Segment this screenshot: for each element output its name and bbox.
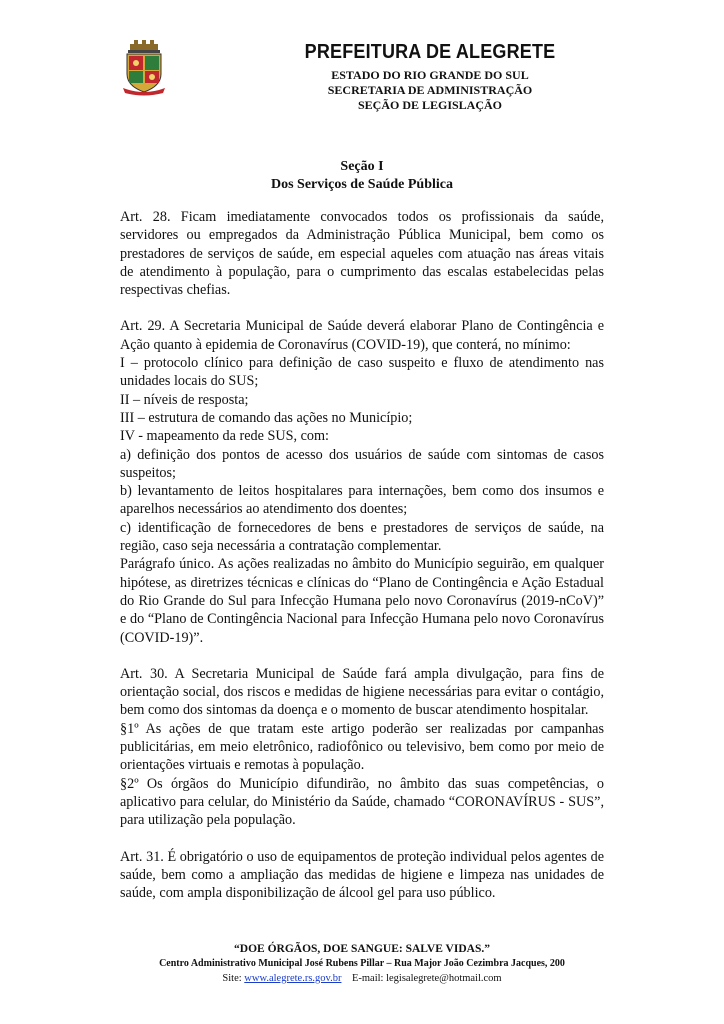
list-item-a: a) definição dos pontos de acesso dos usuários de saúde com sintomas de casos suspeitos; xyxy=(120,446,604,481)
list-item-b: b) levantamento de leitos hospitalares para internações, bem como dos insumos e aparelhos necessários ao atendimento dos doentes; xyxy=(120,483,604,518)
state-line: ESTADO DO RIO GRANDE DO SUL xyxy=(331,68,529,82)
email-label: E-mail: xyxy=(351,973,384,984)
org-title: PREFEITURA DE ALEGRETE xyxy=(304,41,556,63)
footer-address: Centro Administrativo Municipal José Rubens Pillar – Rua Major João Cezimbra Jacques, 200 xyxy=(159,958,565,969)
article-30-paragraph-2: §2º Os órgãos do Município difundirão, no âmbito das suas competências, o aplicativo para celular, do Ministério da Saúde, chamado “CORONAVÍRUS - SUS”, para utilização pela população. xyxy=(120,775,604,829)
site-label: Site: xyxy=(222,973,242,984)
page-footer xyxy=(100,942,624,986)
list-item-iii: III – estrutura de comando das ações no Município; xyxy=(120,409,413,426)
sole-paragraph: Parágrafo único. As ações realizadas no âmbito do Município seguirão, em qualquer hipótese, as diretrizes técnicas e clínicas do “Plano de Contingência e Ação Estadual do Rio Grande do Sul para Infecção Humana pelo novo Coronavírus (2019-nCoV)” e do “Plano de Contingência Nacional para Infecção Humana pelo novo Coronavírus (COVID-19)”. xyxy=(120,556,604,646)
site-link[interactable]: www.alegrete.rs.gov.br xyxy=(244,973,342,984)
article-29: Art. 29. A Secretaria Municipal de Saúde deverá elaborar Plano de Contingência e Ação quanto à epidemia de Coronavírus (COVID-19), que conterá, no mínimo: xyxy=(120,318,604,353)
secretariat-line: SECRETARIA DE ADMINISTRAÇÃO xyxy=(327,83,533,97)
article-30: Art. 30. A Secretaria Municipal de Saúde fará ampla divulgação, para fins de orientação social, dos riscos e medidas de higiene necessárias para evitar o contágio, bem como dos sintomas da doença e o momento de buscar atendimento hospitalar. xyxy=(120,665,604,719)
department-line: SEÇÃO DE LEGISLAÇÃO xyxy=(357,98,503,112)
list-item-c: c) identificação de fornecedores de bens e prestadores de serviços de saúde, na região, caso seja necessária a contratação complementar. xyxy=(120,519,604,555)
email-address: legisalegrete@hotmail.com xyxy=(386,973,502,984)
document-body xyxy=(120,208,604,902)
section-heading xyxy=(120,158,604,194)
coat-of-arms-icon xyxy=(121,38,167,96)
article-28: Art. 28. Ficam imediatamente convocados todos os profissionais da saúde, servidores ou empregados da Administração Pública Municipal, bem como os prestadores de serviços de saúde, em especial aqueles com atuação nas áreas vitais de atendimento à população, para o cumprimento das escalas estabelecidas pelas respectivas chefias. xyxy=(120,209,604,299)
footer-contact xyxy=(100,971,624,986)
footer-slogan: “DOE ÓRGÃOS, DOE SANGUE: SALVE VIDAS.” xyxy=(234,943,490,955)
section-number: Seção I xyxy=(340,159,384,174)
list-item-i: I – protocolo clínico para definição de caso suspeito e fluxo de atendimento nas unidades locais do SUS; xyxy=(120,355,604,390)
letterhead xyxy=(200,40,660,113)
article-30-paragraph-1: §1º As ações de que tratam este artigo poderão ser realizadas por campanhas publicitárias, em meio eletrônico, radiofônico ou televisivo, bem como por meio de orientações virtuais e remotas à população. xyxy=(120,720,604,774)
section-title: Dos Serviços de Saúde Pública xyxy=(270,177,453,192)
list-item-iv: IV - mapeamento da rede SUS, com: xyxy=(120,428,329,445)
article-31: Art. 31. É obrigatório o uso de equipamentos de proteção individual pelos agentes de saúde, bem como a ampliação das medidas de higiene e limpeza nas unidades de saúde, com ampla disponibilização de álcool gel para uso público. xyxy=(120,848,604,902)
list-item-ii: II – níveis de resposta; xyxy=(120,391,249,408)
